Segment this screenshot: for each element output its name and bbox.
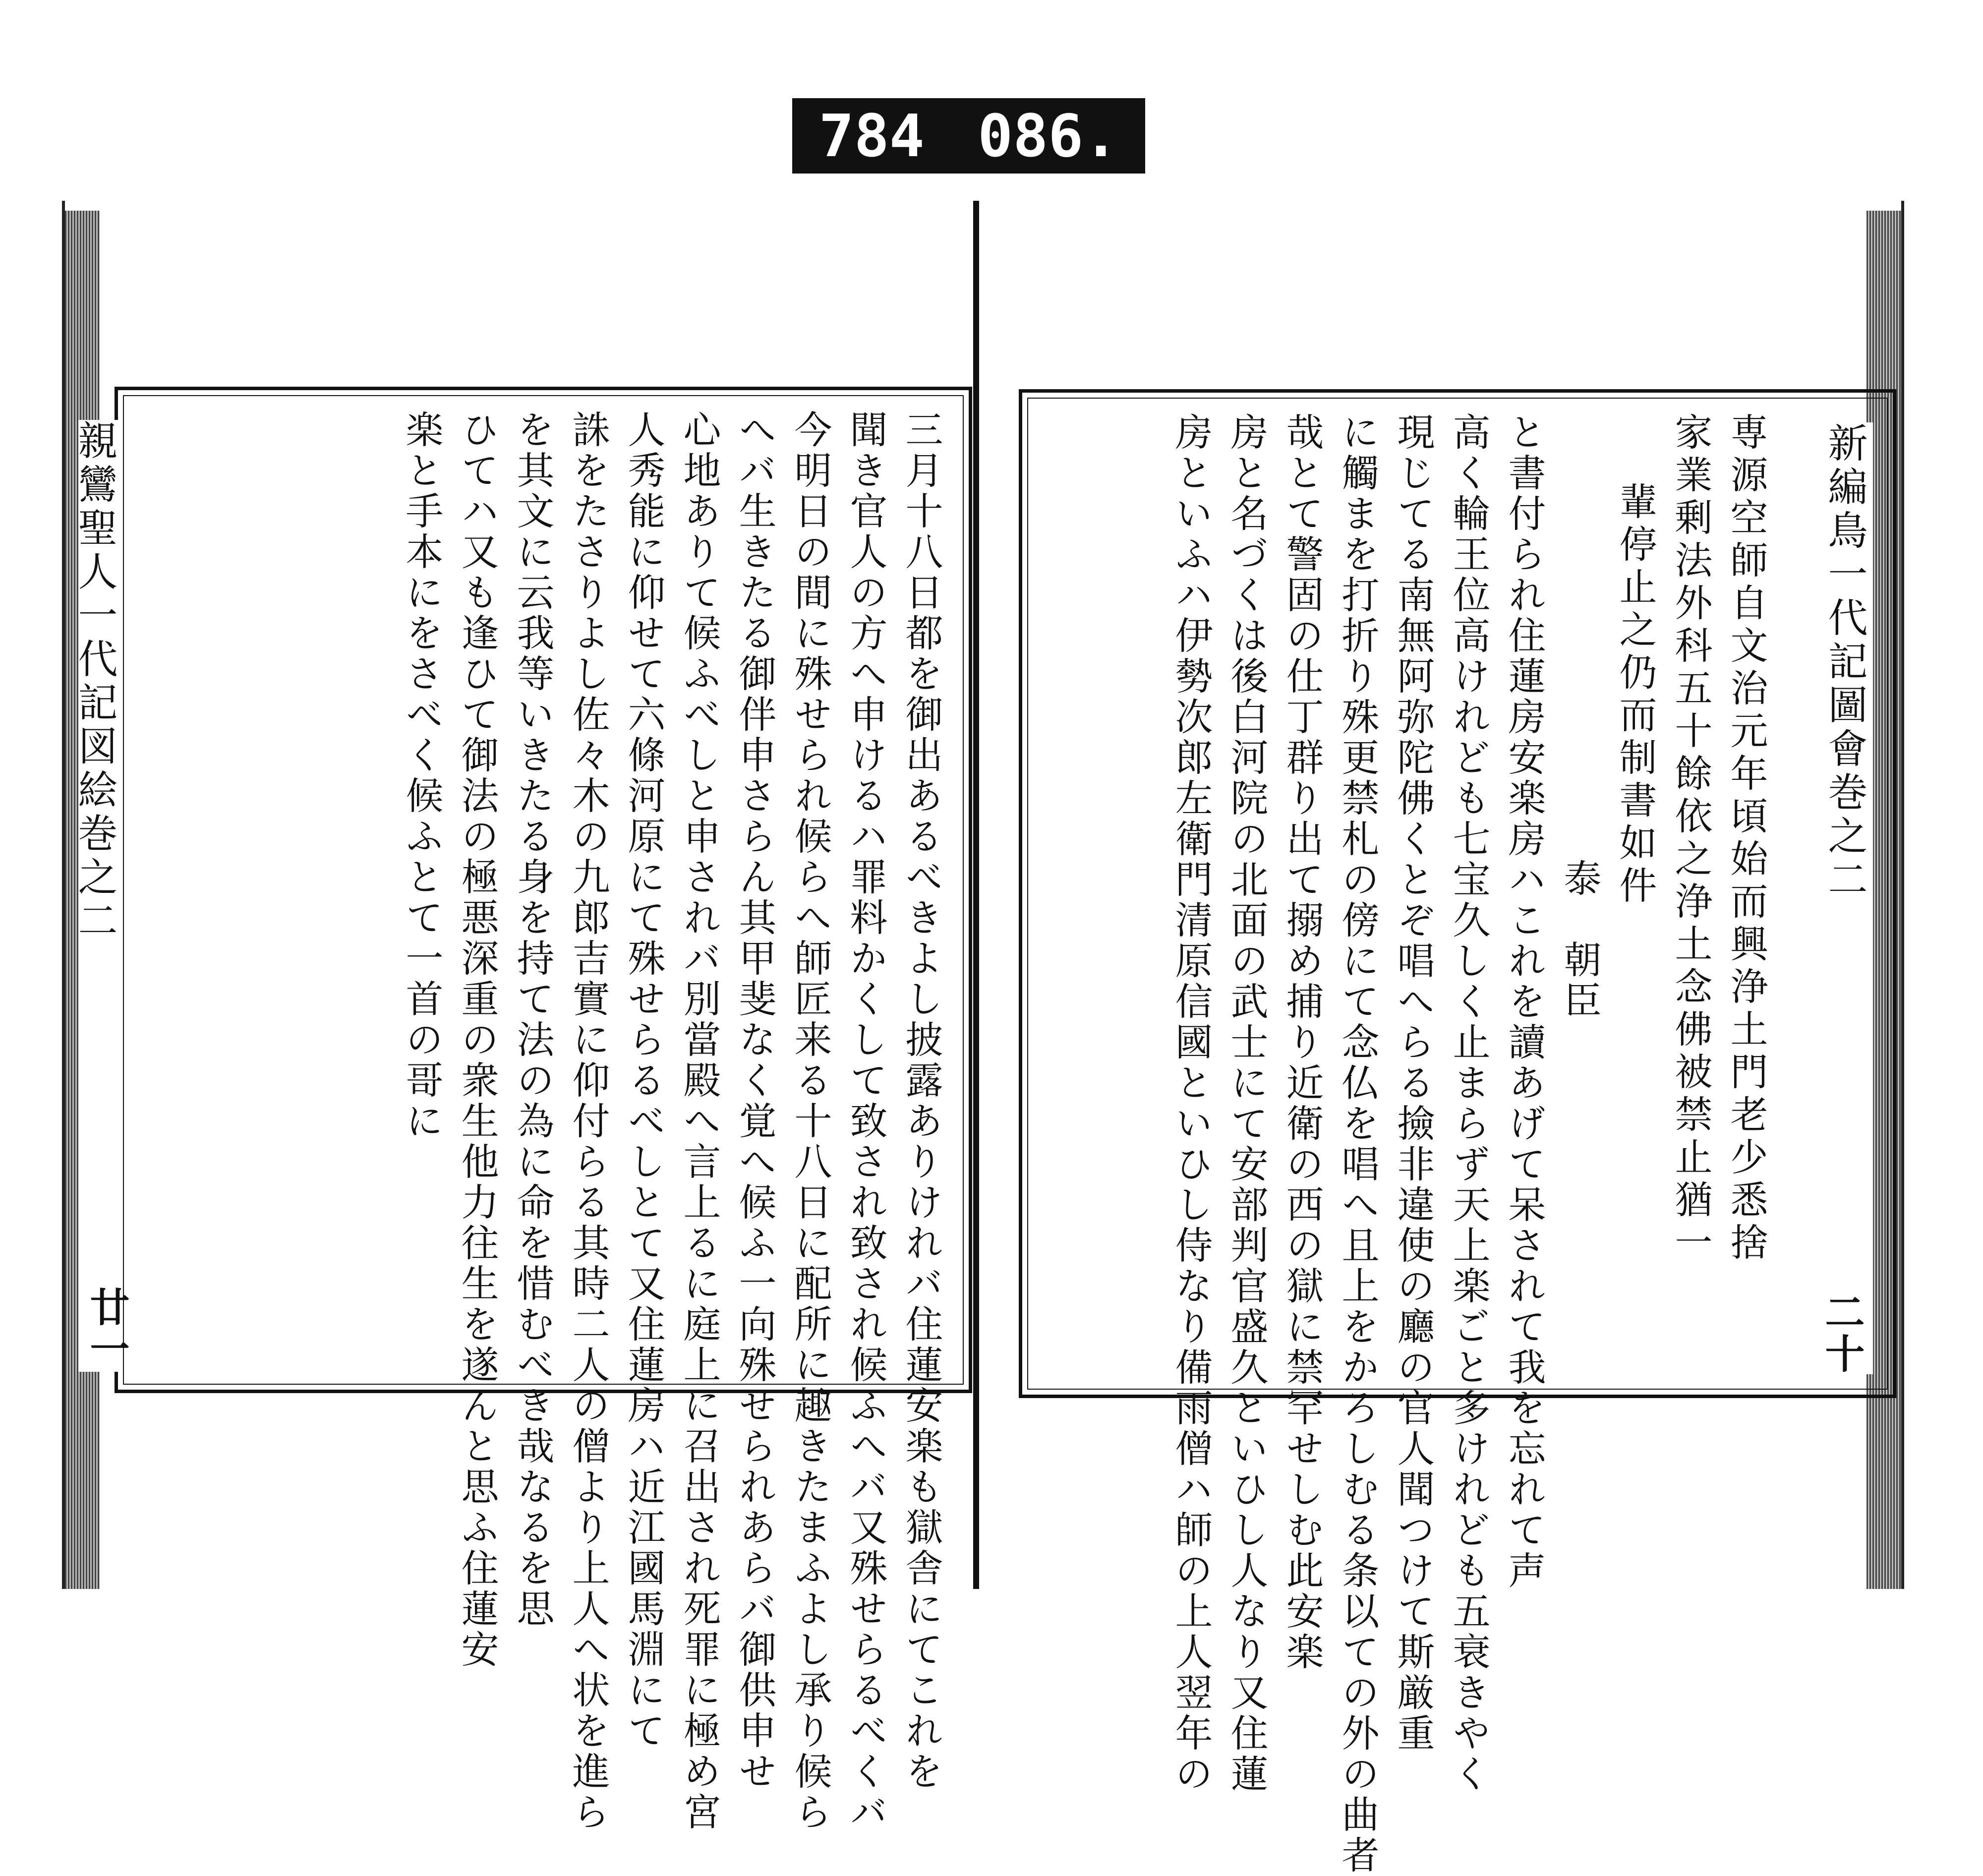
- body-text-right: [1042, 412, 1774, 1876]
- right-page: [984, 201, 1904, 1876]
- archive-number-right: 086.: [978, 102, 1119, 170]
- decree-line: 輩停止之仍而制書如件: [1613, 482, 1657, 908]
- open-book: [47, 201, 1906, 1876]
- text-line: 人秀能に仰せて六條河原にて殊せらるべしとて又住蓮房ハ近江國馬淵にて: [622, 410, 666, 1752]
- decree-line: 専源空師自文治元年頃始而興浄土門老少悉捨: [1724, 412, 1768, 1265]
- text-line: 聞き官人の方へ申けるハ罪料かくして致され致され候ふへバ又殊せらるべくバ: [844, 410, 888, 1833]
- left-page: [62, 201, 982, 1833]
- text-line: に觸まを打折り殊更禁札の傍にて念仏を唱へ且上をかろしむる条以ての外の曲者: [1336, 412, 1380, 1876]
- text-line: 三月十八日都を御出あるべきよし披露ありけれバ住蓮安楽も獄舎にてこれを: [899, 410, 943, 1792]
- text-line: 哉とて警固の仕丁群り出て搦め捕り近衛の西の獄に禁罕せしむ此安楽: [1280, 412, 1324, 1673]
- text-line: 現じてる南無阿弥陀佛くとぞ唱へらる撿非違使の廳の官人聞つけて斯厳重: [1391, 412, 1435, 1754]
- text-line: 心地ありて候ふべしと申されバ別當殿へ言上るに庭上に召出され死罪に極め宮: [677, 410, 721, 1833]
- book-gutter: [973, 201, 979, 1589]
- text-line: 今明日の間に殊せられ候らへ師匠来る十八日に配所に趣きたまふよし承り候ら: [788, 410, 832, 1833]
- running-title-left: 親鸞聖人一代記図絵巻之二: [78, 420, 123, 1372]
- archive-number-label: [792, 98, 1145, 174]
- text-line: を其文に云我等いきたる身を持て法の為に命を惜むべき哉なるを思: [511, 410, 555, 1630]
- decree-line: 家業剰法外科五十餘依之浄土念佛被禁止猶一: [1669, 412, 1713, 1265]
- decree-signature: 泰 朝臣: [1558, 859, 1602, 1021]
- text-line: 誅をたさりよし佐々木の九郎吉實に仰付らる其時二人の僧より上人へ状を進ら: [566, 410, 610, 1833]
- text-line: 房といふハ伊勢次郎左衛門清原信國といひし侍なり備雨僧ハ師の上人翌年の: [1169, 412, 1213, 1795]
- text-line: と書付られ住蓮房安楽房ハこれを讀あげて呆されて我を忘れて声: [1502, 412, 1546, 1591]
- running-title-right: 新編鳥一代記圖會巻之二: [1823, 422, 1873, 1374]
- text-line: 高く輪王位高けれども七宝久しく止まらず天上楽ごと多けれども五衰きやく: [1447, 412, 1491, 1795]
- text-line: 房と名づくは後白河院の北面の武士にて安部判官盛久といひし人なり又住蓮: [1225, 412, 1269, 1795]
- text-line: ひてハ又も逢ひて御法の極悪深重の衆生他力往生を遂んと思ふ住蓮安: [455, 410, 499, 1670]
- text-frame-left: [71, 387, 972, 1833]
- folio-right: 二十: [1818, 1291, 1865, 1375]
- folio-left: 廿一: [83, 1287, 130, 1370]
- text-line: 楽と手本にをさべく候ふとて一首の哥に: [400, 410, 444, 1142]
- body-text-left: [138, 410, 949, 1833]
- text-frame-right: [1019, 389, 1896, 1876]
- text-line: へバ生きたる御伴申さらん其甲斐なく覚へ候ふ一向殊せられあらバ御供申せ: [733, 410, 777, 1792]
- archive-number-left: 784: [818, 102, 925, 170]
